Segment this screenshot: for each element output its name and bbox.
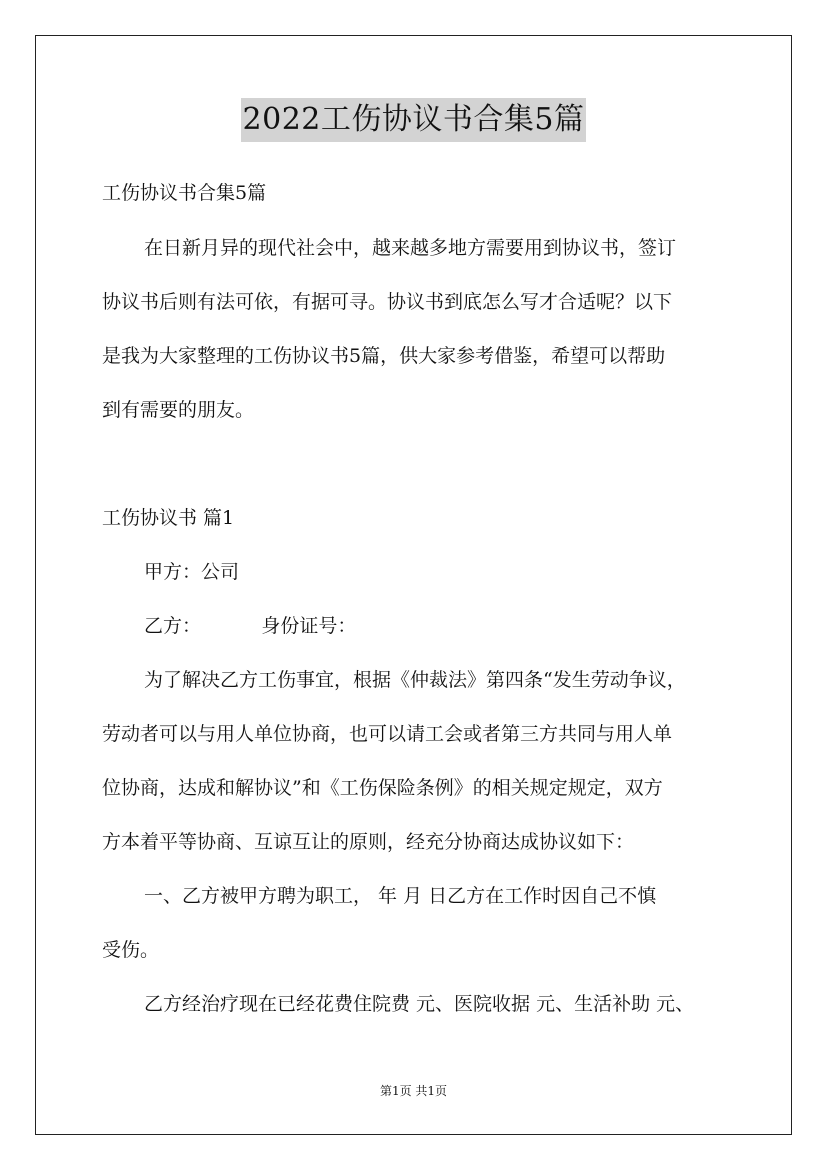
title-container <box>0 98 827 142</box>
party-b-line: 乙方： 身份证号： <box>144 615 357 637</box>
paragraph-line: 到有需要的朋友。 <box>102 399 255 421</box>
paragraph-line: 受伤。 <box>102 939 160 961</box>
section-heading: 工伤协议书 篇1 <box>102 507 235 529</box>
paragraph-line: 一、乙方被甲方聘为职工， 年 月 日乙方在工作时因自己不慎 <box>144 885 657 907</box>
paragraph-line: 在日新月异的现代社会中，越来越多地方需要用到协议书，签订 <box>144 237 677 259</box>
paragraph-line: 位协商，达成和解协议”和《工伤保险条例》的相关规定规定，双方 <box>102 777 663 799</box>
page-footer: 第1页 共1页 <box>379 1084 448 1098</box>
party-a-line: 甲方：公司 <box>144 561 240 583</box>
paragraph-line: 乙方经治疗现在已经花费住院费 元、医院收据 元、生活补助 元、 <box>144 993 695 1015</box>
paragraph-line: 劳动者可以与用人单位协商，也可以请工会或者第三方共同与用人单 <box>102 723 673 745</box>
paragraph-line: 为了解决乙方工伤事宜，根据《仲裁法》第四条“发生劳动争议， <box>144 669 686 691</box>
paragraph-line: 是我为大家整理的工伤协议书5篇，供大家参考借鉴，希望可以帮助 <box>102 345 666 367</box>
paragraph-line: 方本着平等协商、互谅互让的原则，经充分协商达成协议如下： <box>102 831 635 853</box>
document-title: 2022工伤协议书合集5篇 <box>241 98 587 142</box>
subtitle-line: 工伤协议书合集5篇 <box>102 182 267 204</box>
paragraph-line: 协议书后则有法可依，有据可寻。协议书到底怎么写才合适呢？以下 <box>102 291 673 313</box>
